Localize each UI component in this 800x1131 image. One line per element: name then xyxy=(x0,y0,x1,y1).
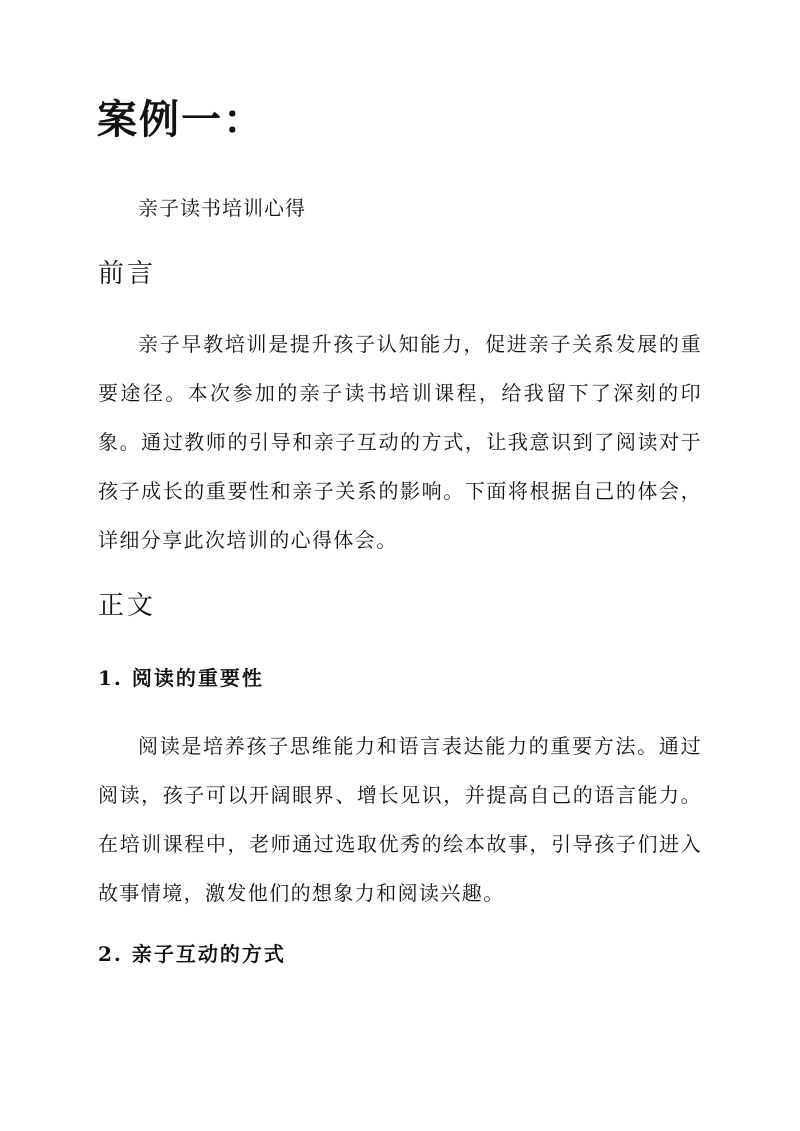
section-heading-preface: 前言 xyxy=(98,259,157,289)
subsection-heading-reading-importance: 1. 阅读的重要性 xyxy=(98,666,264,690)
preface-paragraph: 亲子早教培训是提升孩子认知能力，促进亲子关系发展的重要途径。本次参加的亲子读书培训课程，给我留下了深刻的印象。通过教师的引导和亲子互动的方式，让我意识到了阅读对于孩子成长的重要性和亲子关系的影响。下面将根据自己的体会，详细分享此次培训的心得体会。 xyxy=(98,332,702,552)
reading-importance-paragraph: 阅读是培养孩子思维能力和语言表达能力的重要方法。通过阅读，孩子可以开阔眼界、增长见识，并提高自己的语言能力。在培训课程中，老师通过选取优秀的绘本故事，引导孩子们进入故事情境，激发他们的想象力和阅读兴趣。 xyxy=(98,734,702,905)
document-title: 案例一： xyxy=(97,96,265,143)
subsection-heading-parent-child-interaction: 2. 亲子互动的方式 xyxy=(98,942,286,966)
section-heading-body: 正文 xyxy=(98,591,157,621)
document-subtitle: 亲子读书培训心得 xyxy=(138,196,306,220)
